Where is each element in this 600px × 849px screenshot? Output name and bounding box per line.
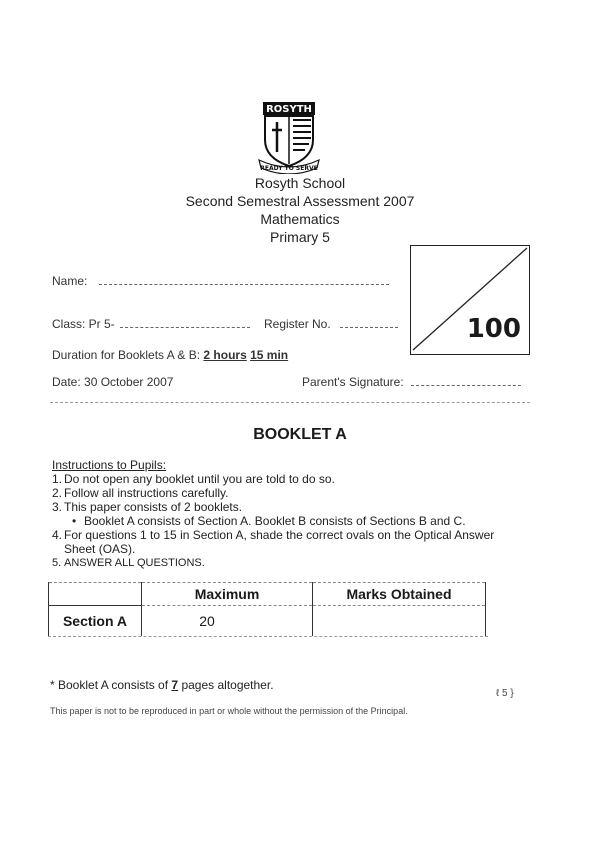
level-title: Primary 5 — [270, 229, 330, 245]
name-blank[interactable] — [99, 274, 389, 285]
pages-prefix: * Booklet A consists of — [50, 678, 169, 692]
name-field — [52, 274, 389, 288]
duration-label: Duration for Booklets A & B: — [52, 348, 201, 362]
instruction-number: 4. — [52, 528, 63, 542]
crest-motto-text: READY TO SERVE — [260, 165, 318, 172]
instruction-number: 3. — [52, 500, 63, 514]
marks-table — [48, 582, 486, 636]
instructions — [52, 458, 552, 570]
row-maximum: 20 — [142, 606, 313, 637]
crest-emblem — [255, 100, 323, 174]
school-name: Rosyth School — [254, 175, 346, 191]
instruction-item — [52, 486, 552, 500]
instruction-number: 5. — [52, 557, 62, 569]
duration-hours: 2 hours — [203, 348, 247, 362]
instruction-item — [52, 472, 552, 486]
table-row — [49, 606, 486, 637]
row-obtained[interactable] — [313, 606, 486, 637]
class-label: Class: Pr 5- — [52, 317, 115, 331]
instruction-item — [52, 528, 552, 542]
instruction-text: For questions 1 to 15 in Section A, shade the correct ovals on the Optical Answer — [64, 528, 495, 542]
signature-label: Parent's Signature: — [302, 375, 404, 389]
header-marks-obtained: Marks Obtained — [313, 583, 486, 606]
scan-divider — [50, 402, 530, 407]
school-crest — [255, 100, 323, 174]
marks-header-row — [49, 583, 486, 606]
instruction-text: Do not open any booklet until you are told to do so. — [64, 472, 335, 486]
name-label: Name: — [52, 274, 88, 288]
header-maximum: Maximum — [142, 583, 313, 606]
pages-suffix: pages altogether. — [181, 678, 274, 692]
score-box — [410, 245, 530, 355]
class-blank[interactable] — [120, 317, 250, 328]
signature-blank[interactable] — [411, 375, 521, 386]
signature-field — [302, 375, 521, 389]
copyright-notice: This paper is not to be reproduced in part or whole without the permission of the Principal. — [50, 706, 408, 716]
instruction-text: Booklet A consists of Section A. Booklet B consists of Sections B and C. — [84, 514, 466, 528]
instruction-number: 2. — [52, 486, 63, 500]
crest-banner-text: ROSYTH — [266, 104, 312, 115]
subject-title: Mathematics — [260, 211, 340, 227]
instruction-continuation — [52, 542, 552, 556]
handwritten-mark: ℓ 5 } — [496, 688, 514, 699]
instruction-text: Sheet (OAS). — [64, 542, 136, 556]
register-label: Register No. — [264, 317, 331, 331]
date-line: Date: 30 October 2007 — [52, 375, 174, 389]
header-blank — [49, 583, 142, 606]
exam-title: Second Semestral Assessment 2007 — [185, 193, 415, 209]
row-section: Section A — [49, 606, 142, 637]
pages-note — [50, 678, 274, 692]
instruction-bullet — [52, 514, 552, 528]
register-blank[interactable] — [340, 317, 398, 328]
instruction-text: ANSWER ALL QUESTIONS. — [64, 557, 205, 569]
instruction-text: Follow all instructions carefully. — [64, 486, 229, 500]
instruction-text: This paper consists of 2 booklets. — [64, 500, 243, 514]
instruction-item — [52, 556, 552, 570]
table-bottom-edge — [48, 636, 488, 641]
register-field — [264, 317, 398, 331]
pages-count: 7 — [171, 678, 179, 692]
duration-line — [52, 348, 288, 362]
instructions-heading: Instructions to Pupils: — [52, 458, 167, 472]
instruction-number: 1. — [52, 472, 63, 486]
class-field — [52, 317, 250, 331]
duration-minutes: 15 min — [250, 348, 289, 362]
score-total: 100 — [466, 314, 521, 344]
bullet-marker: • — [72, 514, 77, 528]
instruction-item — [52, 500, 552, 514]
booklet-title: BOOKLET A — [253, 426, 347, 443]
